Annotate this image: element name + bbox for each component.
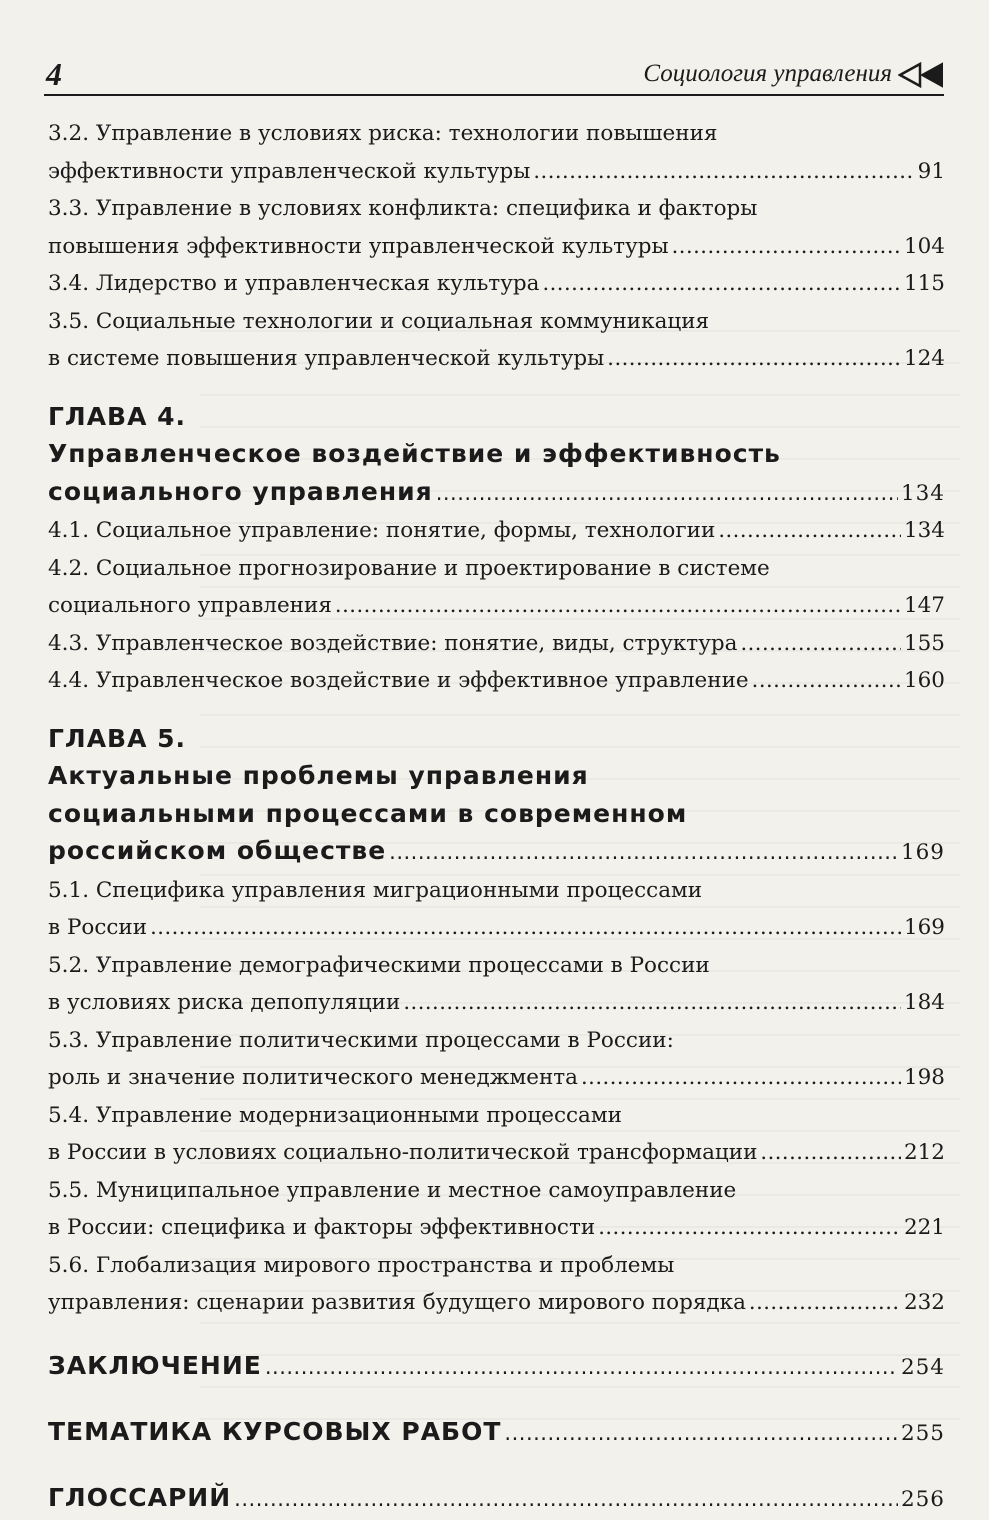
page-ref: 147 <box>903 593 945 618</box>
page-ref: 124 <box>903 346 945 371</box>
toc-entry-5-5: 5.5. Муниципальное управление и местное самоуправление в России: специфика и факторы эффективности ..... 221 <box>48 1172 945 1247</box>
toc-glossary: ГЛОССАРИЙ ..... 256 <box>48 1478 945 1520</box>
toc-course-topics: ТЕМАТИКА КУРСОВЫХ РАБОТ ..... 255 <box>48 1412 945 1454</box>
page-ref: 115 <box>903 271 945 296</box>
toc-entry-4-2: 4.2. Социальное прогнозирование и проектирование в системе социального управления ..... 147 <box>48 550 945 625</box>
header-rule <box>44 94 944 96</box>
toc-entry-3-3: 3.3. Управление в условиях конфликта: специфика и факторы повышения эффективности управленческой культуры ..... 104 <box>48 190 945 265</box>
toc-conclusion: ЗАКЛЮЧЕНИЕ ..... 254 <box>48 1346 945 1388</box>
page-ref: 134 <box>900 480 945 506</box>
page-ref: 104 <box>903 233 945 259</box>
page-ref: 254 <box>900 1354 945 1380</box>
toc-entry-5-4: 5.4. Управление модернизационными процессами в России в условиях социально-политической трансформации ..... 212 <box>48 1097 945 1172</box>
page-ref: 169 <box>903 915 945 940</box>
toc-entry-3-2: 3.2. Управление в условиях риска: технологии повышения эффективности управленческой культуры ..... 91 <box>48 115 945 190</box>
table-of-contents <box>48 115 945 1520</box>
toc-entry-3-4: 3.4. Лидерство и управленческая культура ..... 115 <box>48 265 945 303</box>
page-ref: 91 <box>917 158 945 184</box>
toc-entry-3-5: 3.5. Социальные технологии и социальная коммуникация в системе повышения управленческой культуры ..... 124 <box>48 303 945 378</box>
page-ref: 198 <box>903 1065 945 1090</box>
toc-entry-4-4: 4.4. Управленческое воздействие и эффективное управление ..... 160 <box>48 662 945 700</box>
toc-entry-4-3: 4.3. Управленческое воздействие: понятие, виды, структура ..... 155 <box>48 625 945 663</box>
double-arrow-icon <box>898 62 944 88</box>
page-header <box>44 50 944 96</box>
page-ref: 212 <box>903 1140 945 1165</box>
toc-entry-5-6: 5.6. Глобализация мирового пространства и проблемы управления: сценарии развития будущего мирового порядка ..... 232 <box>48 1247 945 1322</box>
toc-entry-5-3: 5.3. Управление политическими процессами в России: роль и значение политического менеджмента ..... 198 <box>48 1022 945 1097</box>
page-ref: 232 <box>903 1290 945 1315</box>
page-ref: 160 <box>903 668 945 693</box>
toc-entry-5-2: 5.2. Управление демографическими процессами в России в условиях риска депопуляции ..... 184 <box>48 947 945 1022</box>
toc-entry-4-1: 4.1. Социальное управление: понятие, формы, технологии ..... 134 <box>48 512 945 550</box>
toc-entry-5-1: 5.1. Специфика управления миграционными процессами в России ..... 169 <box>48 872 945 947</box>
page-ref: 255 <box>900 1420 945 1446</box>
page-ref: 221 <box>903 1215 945 1240</box>
chapter-5-heading: ГЛАВА 5. Актуальные проблемы управления социальными процессами в современном российском обществе ..... 169 <box>48 720 945 872</box>
page-ref: 155 <box>903 630 945 656</box>
page-ref: 134 <box>903 518 945 543</box>
running-title: Социология управления <box>643 60 892 87</box>
page-ref: 256 <box>900 1486 945 1512</box>
page-number: 4 <box>46 56 62 92</box>
chapter-4-heading: ГЛАВА 4. Управленческое воздействие и эффективность социального управления ..... 134 <box>48 398 945 513</box>
page-ref: 169 <box>900 840 945 865</box>
page-ref: 184 <box>903 990 945 1015</box>
